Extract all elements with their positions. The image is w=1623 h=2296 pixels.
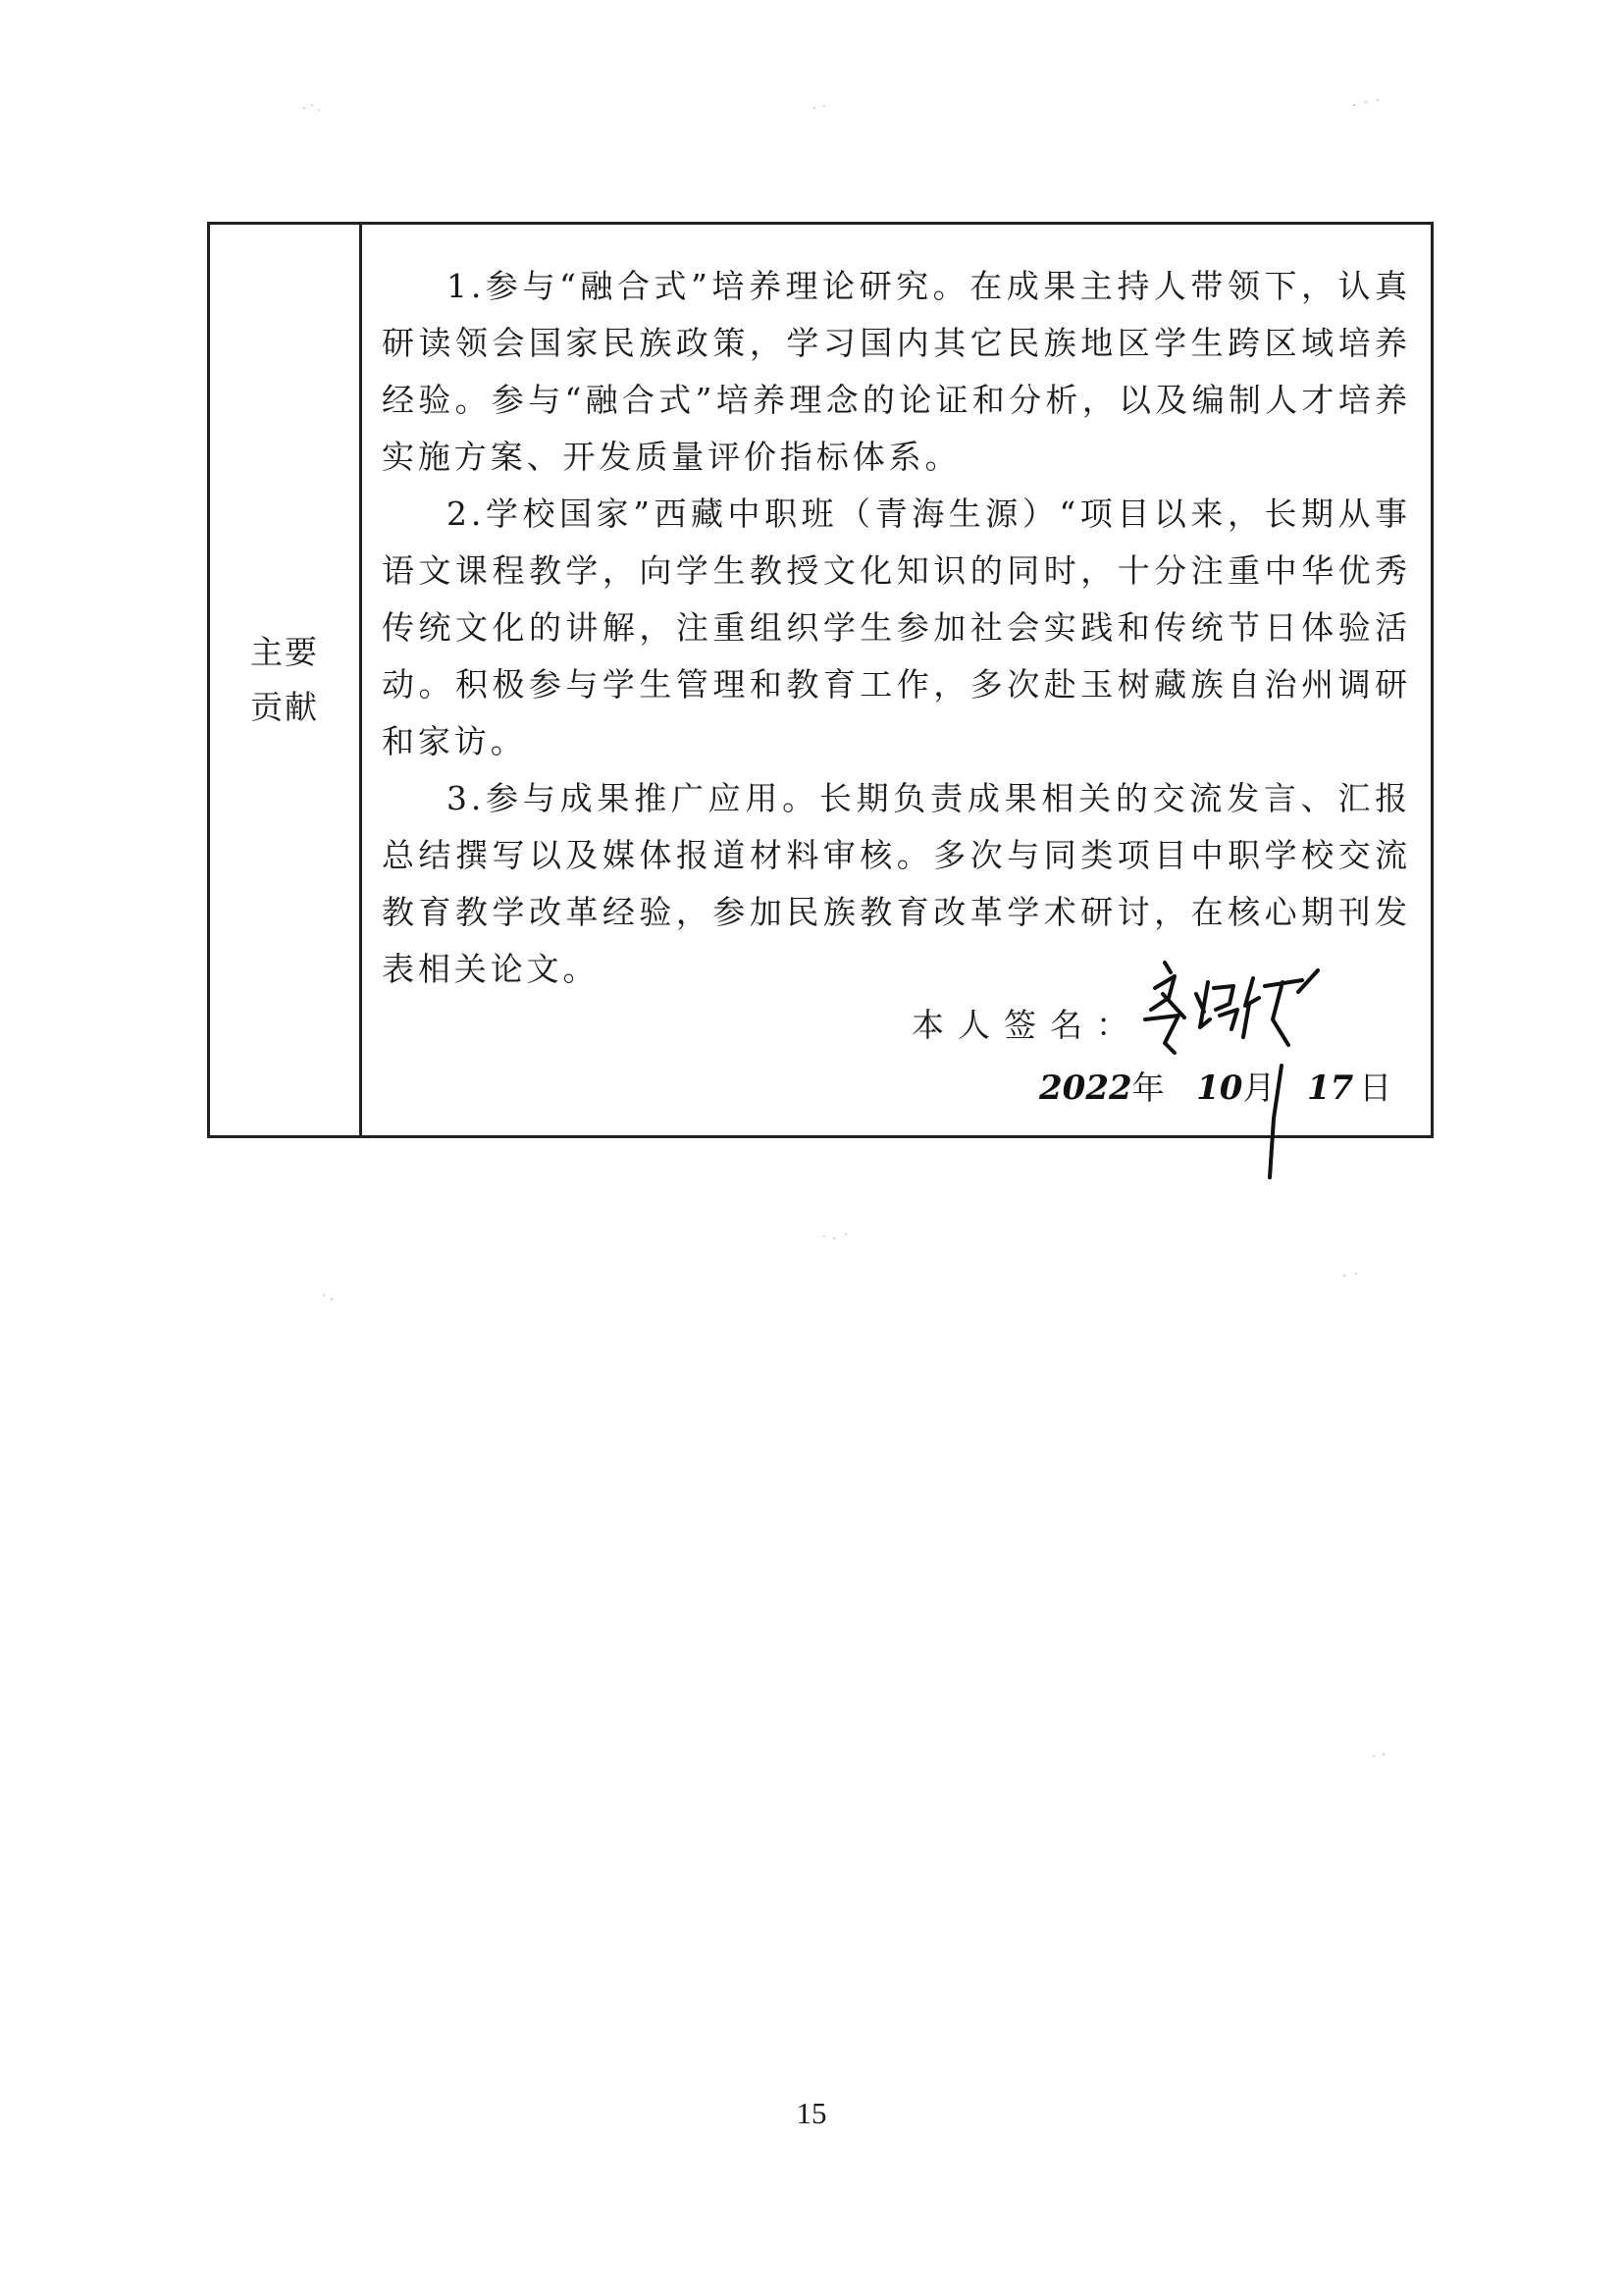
page-number: 15: [796, 2096, 827, 2130]
scan-speckle: [814, 1226, 873, 1246]
date-day: 17: [1306, 1069, 1354, 1108]
signature-label: 本人签名：: [912, 1006, 1142, 1044]
contribution-paragraph-3: 3.参与成果推广应用。长期负责成果相关的交流发言、汇报总结撰写以及媒体报道材料审核。多次与同类项目中职学校交流教育教学改革经验，参加民族教育改革学术研讨，在核心期刊发表相关论文。: [382, 779, 1411, 988]
scan-speckle: [1364, 1747, 1423, 1766]
scan-speckle: [294, 98, 353, 118]
scan-speckle: [1344, 93, 1403, 113]
contribution-table: [207, 222, 1434, 1138]
content-cell: [362, 225, 1431, 1135]
date-month: 10: [1196, 1069, 1243, 1108]
date-month-suffix: 月: [1242, 1069, 1276, 1107]
date-year-suffix: 年: [1131, 1069, 1165, 1107]
scan-speckle: [314, 1285, 373, 1305]
scan-speckle: [805, 98, 864, 118]
row-label: 主要贡献: [250, 633, 319, 726]
scan-speckle: [1335, 1266, 1393, 1285]
label-cell: [210, 225, 362, 1135]
day-pen-stroke: [1260, 1060, 1289, 1187]
date-year: 2022: [1039, 1069, 1132, 1108]
signature-date: [1039, 1063, 1391, 1109]
contribution-paragraph-2: 2.学校国家”西藏中职班（青海生源）“项目以来，长期从事语文课程教学，向学生教授文化知识的同时，十分注重中华优秀传统文化的讲解，注重组织学生参加社会实践和传统节日体验活动。积极参与学生管理和教育工作，多次赴玉树藏族自治州调研和家访。: [382, 495, 1411, 760]
handwritten-signature: [1135, 959, 1332, 1067]
contribution-paragraph-1: 1.参与“融合式”培养理论研究。在成果主持人带领下，认真研读领会国家民族政策，学习国内其它民族地区学生跨区域培养经验。参与“融合式”培养理念的论证和分析，以及编制人才培养实施方案、开发质量评价指标体系。: [382, 267, 1411, 476]
date-day-suffix: 日: [1359, 1069, 1392, 1107]
